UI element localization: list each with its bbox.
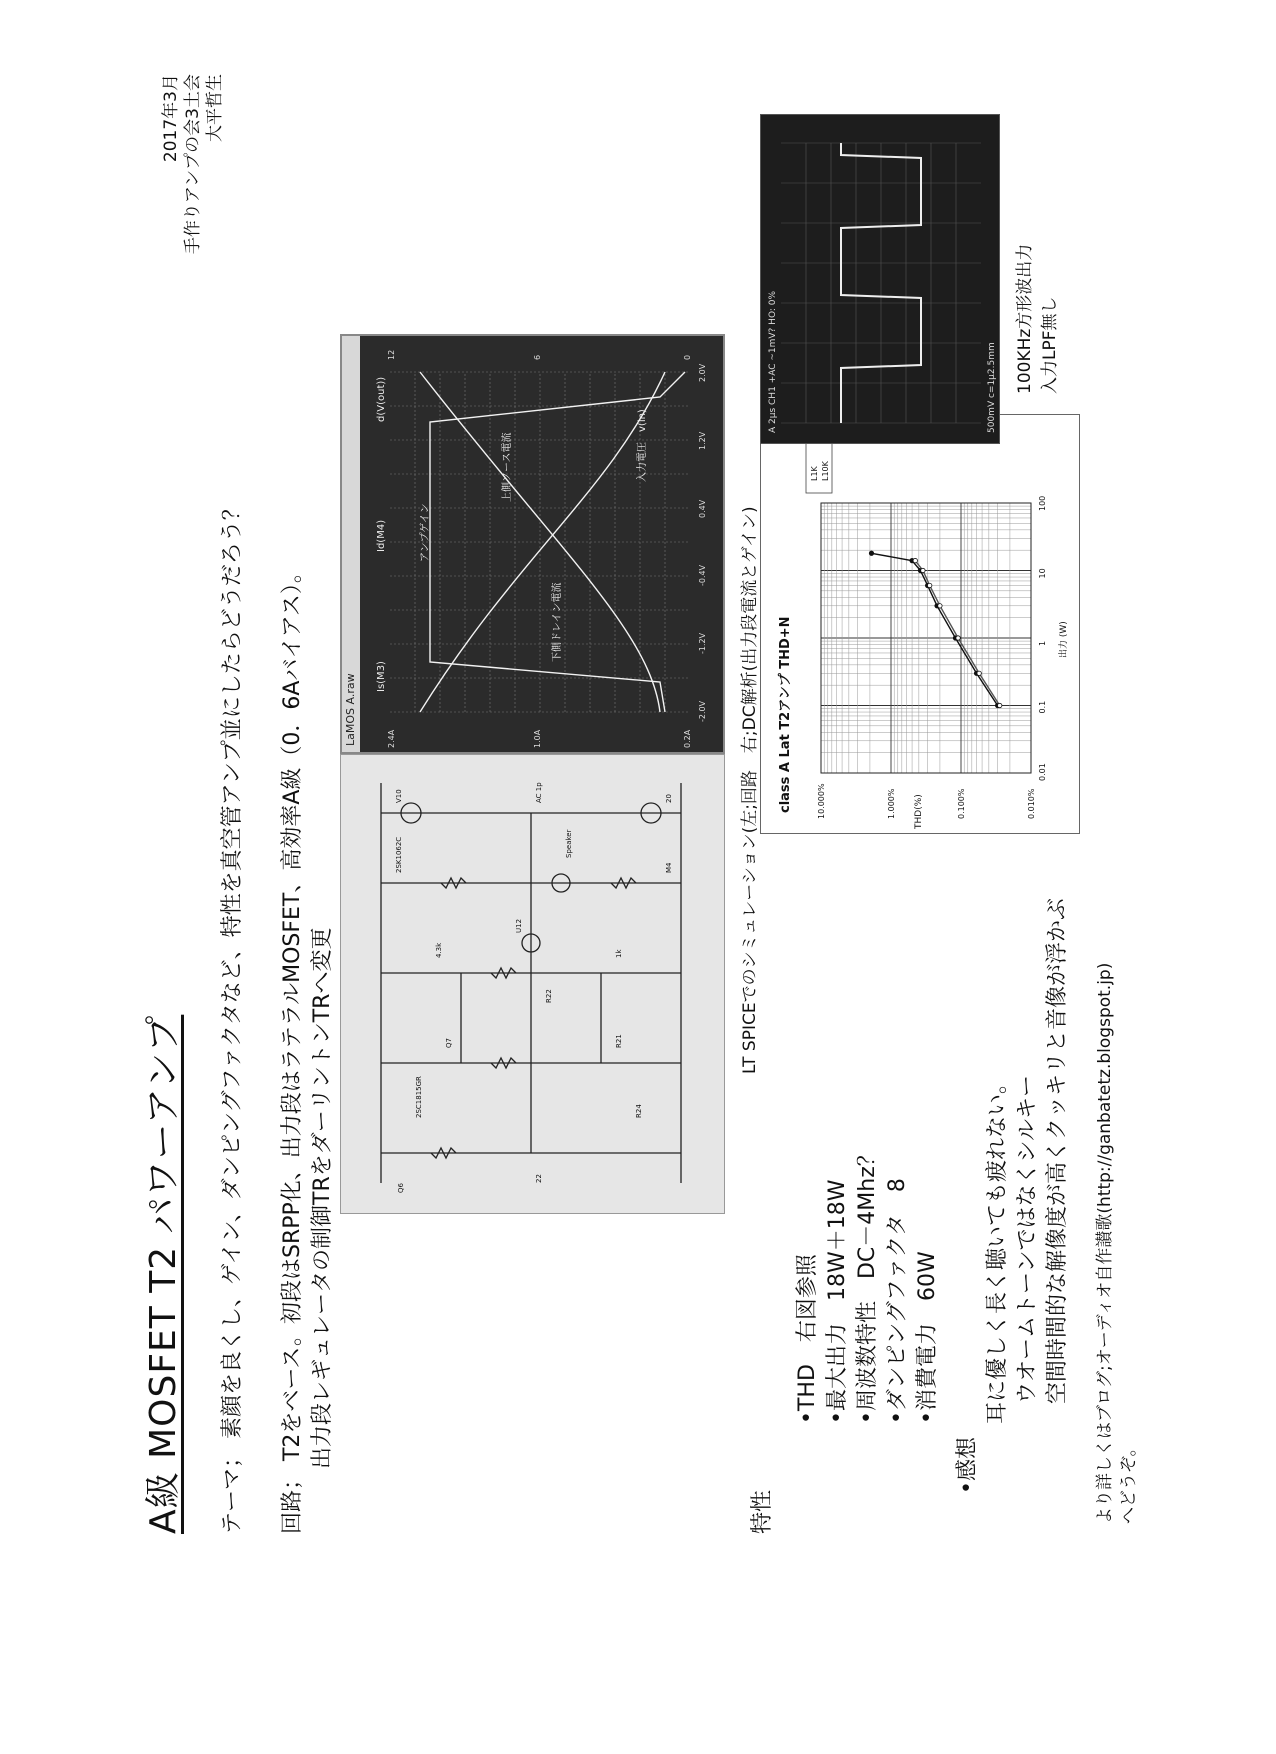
schematic-part-label: 22 — [535, 1174, 543, 1183]
ltspice-y-tick: 2.4A — [387, 729, 396, 748]
impression-line-2: ウオームトーンではなくシルキー — [1015, 1074, 1040, 1404]
thd-chart-ylabel: THD(%) — [914, 794, 924, 829]
ltspice-trace-is: Is(M3) — [376, 661, 387, 692]
document-header — [160, 74, 226, 454]
legend-l1k: L1K — [810, 466, 819, 481]
thd-point — [921, 568, 925, 572]
thd-x-tick: 0.1 — [1038, 700, 1047, 714]
ltspice-x-tick: 1.2V — [698, 431, 707, 450]
ltspice-x-tick: 2.0V — [698, 363, 707, 382]
header-author: 大平哲生 — [205, 74, 225, 142]
thd-chart-grid — [821, 503, 1031, 773]
header-club: 手作りアンプの会3土会 — [183, 74, 203, 255]
schematic-part-label: Speaker — [565, 829, 573, 858]
page-title: A級 MOSFET T2 パワーアンプ — [143, 1014, 184, 1534]
spec-item-frequency: •周波数特性 DC－4Mhz？ — [855, 1144, 880, 1424]
ltspice-label-upper: 上側ソース電流 — [502, 432, 513, 502]
ltspice-y-tick: 1.0A — [533, 729, 542, 748]
thd-point — [927, 583, 931, 587]
spec-item-thd: •THD 右図参照 — [795, 1254, 820, 1424]
ltspice-x-tick: -1.2V — [698, 632, 707, 654]
impressions-heading: •感想 — [955, 1437, 980, 1494]
scope-caption-2: 入力LPF無し — [1040, 296, 1060, 394]
ltspice-x-tick: 0.4V — [698, 499, 707, 518]
schematic-part-label: AC 1p — [535, 782, 543, 803]
schematic-part-label: U12 — [515, 918, 523, 933]
schematic-part-label: V10 — [395, 789, 403, 803]
thd-x-tick: 100 — [1038, 495, 1047, 511]
thd-y-tick: 1.000% — [887, 788, 896, 819]
footer-blog-line-2: へどうぞ。 — [1119, 1439, 1139, 1524]
thd-x-tick: 1 — [1038, 640, 1047, 646]
thd-y-tick: 0.010% — [1027, 788, 1036, 819]
thd-y-tick: 0.100% — [957, 788, 966, 819]
thd-chart-title: class A Lat T2アンプ THD+N — [778, 616, 793, 813]
legend-l10k: L10K — [821, 461, 830, 481]
thd-point — [956, 636, 960, 640]
spec-item-max-output: •最大出力 18W＋18W — [825, 1179, 850, 1424]
thd-y-tick: 10.000% — [817, 783, 826, 819]
ltspice-x-tick: -2.0V — [698, 700, 707, 722]
ltspice-y2-tick: 0 — [683, 354, 692, 360]
circuit-text-line2: 出力段レギュレータの制御TRをダーリントンTRへ変更 — [310, 927, 335, 1469]
thd-point — [977, 671, 981, 675]
circuit-schematic — [340, 754, 725, 1214]
header-date: 2017年3月 — [161, 74, 181, 163]
ltspice-y2-tick: 12 — [387, 349, 396, 360]
thd-point — [997, 703, 1001, 707]
theme-text: テーマ； 素顔を良くし、ゲイン、ダンピングファクタなど、特性を真空管アンプ並にしたらどうだろう？ — [220, 498, 245, 1534]
thd-point — [913, 558, 917, 562]
specs-heading: 特性 — [750, 1489, 775, 1534]
thd-chart — [760, 414, 1080, 834]
schematic-part-label: 2SK1062C — [395, 836, 403, 873]
thd-x-tick: 0.01 — [1038, 763, 1047, 781]
ltspice-label-gain: アンプゲイン — [420, 503, 431, 562]
schematic-part-label: M4 — [665, 862, 673, 873]
impression-line-3: 空間時間的な解像度が高くクッキリと音像が浮かぶ — [1045, 897, 1070, 1404]
thd-chart-xlabel: 出力 (W) — [1059, 621, 1069, 658]
schematic-part-label: R21 — [615, 1034, 623, 1048]
ltspice-label-input: 入力電圧 v(in) — [637, 409, 648, 482]
schematic-part-label: 4.3k — [435, 942, 443, 958]
schematic-part-label: Q7 — [445, 1038, 453, 1048]
schematic-part-label: 20 — [665, 794, 673, 803]
thd-x-tick: 10 — [1038, 568, 1047, 579]
scope-top-text: A 2μs CH1 +AC ~1mV? HO: 0% — [768, 290, 778, 433]
ltspice-dc-analysis — [340, 334, 725, 754]
thd-chart-legend — [806, 443, 832, 493]
spec-item-damping: •ダンピングファクタ 8 — [885, 1178, 910, 1424]
schematic-part-label: 1k — [615, 949, 623, 958]
schematic-part-label: Q6 — [397, 1183, 405, 1193]
schematic-part-label: R24 — [635, 1104, 643, 1118]
footer-blog-line: より詳しくはブログ;オーディオ自作讃歌(http://ganbatetz.blogspot.jp) — [1095, 962, 1115, 1524]
simulation-caption: LT SPICEでのシミュレーション(左;回路 右;DC解析(出力段電流とゲイン) — [740, 506, 760, 1074]
spec-item-power: •消費電力 60W — [915, 1251, 940, 1424]
ltspice-trace-dv: d(V(out)) — [376, 376, 387, 422]
impression-line-1: 耳に優しく長く聴いても疲れない。 — [985, 1071, 1010, 1424]
thd-point — [938, 604, 942, 608]
ltspice-y-tick: 0.2A — [683, 729, 692, 748]
thd-series-line-l10k — [915, 561, 999, 706]
thd-point — [869, 551, 873, 555]
thd-series-line-l1k — [871, 553, 997, 705]
scope-caption-1: 100KHz方形波出力 — [1015, 243, 1035, 394]
ltspice-label-lower: 下側ドレイン電流 — [552, 582, 563, 662]
ltspice-x-tick: -0.4V — [698, 564, 707, 586]
circuit-text-line1: 回路； T2をベース。初段はSRPP化、出力段はラテラルMOSFET、高効率A級（0．6Aバイアス）。 — [280, 561, 305, 1534]
schematic-part-label: 2SC1815GR — [415, 1076, 423, 1118]
scope-bottom-text: 500mV c=1μ2.5mm — [987, 342, 997, 433]
oscilloscope-photo — [760, 114, 1000, 444]
ltspice-window-title: LaMOS A.raw — [342, 336, 360, 752]
ltspice-trace-id: Id(M4) — [376, 519, 387, 552]
schematic-part-label: R22 — [545, 989, 553, 1003]
ltspice-y2-tick: 6 — [533, 354, 542, 360]
